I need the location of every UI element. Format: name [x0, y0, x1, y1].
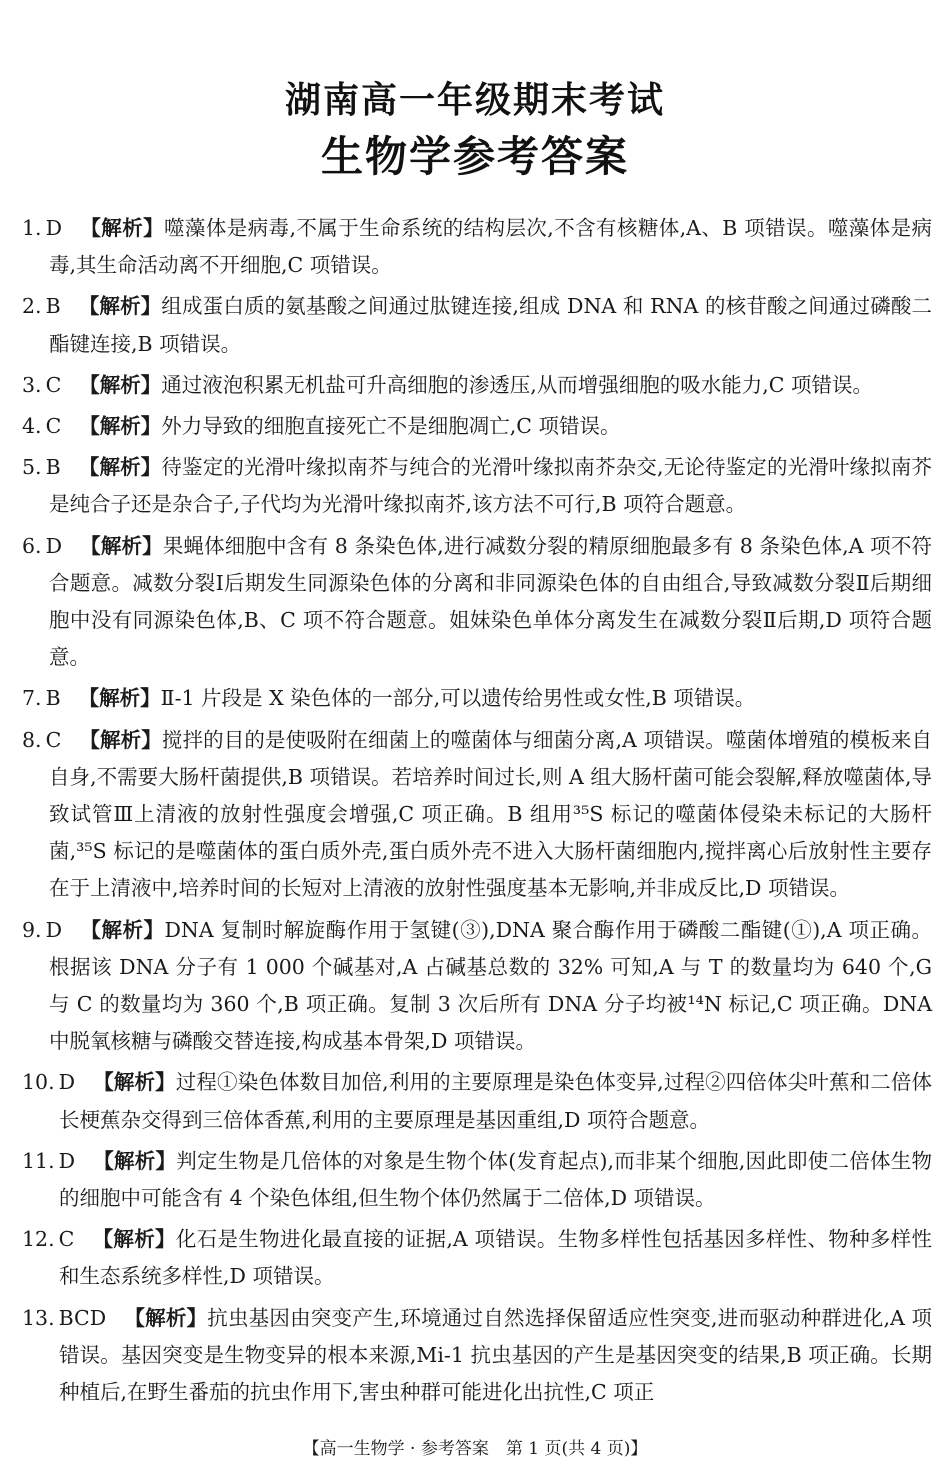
question-number: 4. — [22, 414, 42, 439]
analysis-text: DNA 复制时解旋酶作用于氢键(③),DNA 聚合酶作用于磷酸二酯键(①),A 项正确。根据该 DNA 分子有 1 000 个碱基对,A 占碱基总数的 32% 可知,A 与 T 的数量均为 640 个,G 与 C 的数量均为 360 个,B 项正确。复制 3 次后所有 DNA 分子均被¹⁴N 标记,C 项正确。DNA 中脱氧核糖与磷酸交替连接,构成基本骨架,D 项错误。 — [49, 917, 932, 1054]
answer-item — [22, 1300, 932, 1412]
page-footer: 【高一生物学 · 参考答案 第 1 页(共 4 页)】 — [302, 1439, 648, 1459]
analysis-text: 噬藻体是病毒,不属于生命系统的结构层次,不含有核糖体,A、B 项错误。噬藻体是病毒,其生命活动离不开细胞,C 项错误。 — [49, 216, 932, 278]
question-number: 8. — [22, 727, 42, 752]
analysis-text: 判定生物是几倍体的对象是生物个体(发育起点),而非某个细胞,因此即使二倍体生物的细胞中可能含有 4 个染色体组,但生物个体仍然属于二倍体,D 项错误。 — [59, 1148, 933, 1211]
analysis-text: 化石是生物进化最直接的证据,A 项错误。生物多样性包括基因多样性、物种多样性和生态系统多样性,D 项错误。 — [59, 1227, 932, 1289]
question-number: 3. — [22, 372, 42, 397]
answer-choice: C — [45, 727, 62, 752]
answer-choice: BCD — [58, 1305, 107, 1330]
analysis-text: 抗虫基因由突变产生,环境通过自然选择保留适应性突变,进而驱动种群进化,A 项错误。基因突变是生物变异的根本来源,Mi-1 抗虫基因的产生是基因突变的结果,B 项正确。长期种植后,在野生番茄的抗虫作用下,害虫种群可能进化出抗性,C 项正 — [59, 1305, 933, 1405]
question-number: 12. — [22, 1227, 55, 1252]
answer-choice: D — [58, 1148, 76, 1173]
analysis-tag: 【解析】 — [80, 917, 165, 942]
answer-item — [22, 1221, 932, 1295]
question-number: 6. — [22, 533, 42, 558]
analysis-tag: 【解析】 — [92, 1227, 176, 1252]
question-number: 7. — [22, 686, 42, 711]
answer-choice: D — [45, 533, 62, 558]
analysis-text: 搅拌的目的是使吸附在细菌上的噬菌体与细菌分离,A 项错误。噬菌体增殖的模板来自自身,不需要大肠杆菌提供,B 项错误。若培养时间过长,则 A 组大肠杆菌可能会裂解,释放噬菌体,导致试管Ⅲ上清液的放射性强度会增强,C 项正确。B 组用³⁵S 标记的噬菌体侵染未标记的大肠杆菌,³⁵S 标记的是噬菌体的蛋白质外壳,蛋白质外壳不进入大肠杆菌细胞内,搅拌离心后放射性主要存在于上清液中,培养时间的长短对上清液的放射性强度基本无影响,并非成反比,D 项错误。 — [49, 727, 933, 901]
answer-item — [22, 367, 932, 404]
answer-item — [22, 210, 932, 284]
analysis-tag: 【解析】 — [78, 294, 162, 319]
analysis-text: 果蝇体细胞中含有 8 条染色体,进行减数分裂的精原细胞最多有 8 条染色体,A 项不符合题意。减数分裂Ⅰ后期发生同源染色体的分离和非同源染色体的自由组合,导致减数分裂Ⅱ后期细胞中没有同源染色体,B、C 项不符合题意。姐妹染色单体分离发生在减数分裂Ⅱ后期,D 项符合题意。 — [49, 533, 932, 670]
answer-item — [22, 1143, 932, 1217]
exam-title: 湖南高一年级期末考试 — [284, 80, 665, 121]
answer-item — [22, 680, 932, 717]
question-number: 2. — [22, 294, 42, 319]
analysis-tag: 【解析】 — [79, 727, 162, 752]
answer-choice: B — [45, 686, 61, 711]
answer-choice: D — [45, 917, 62, 942]
analysis-tag: 【解析】 — [79, 414, 162, 439]
question-number: 5. — [22, 455, 42, 480]
analysis-tag: 【解析】 — [78, 455, 162, 480]
answer-choice: D — [45, 216, 62, 240]
analysis-text: 通过液泡积累无机盐可升高细胞的渗透压,从而增强细胞的吸水能力,C 项错误。 — [161, 372, 873, 397]
analysis-tag: 【解析】 — [93, 1148, 177, 1173]
analysis-tag: 【解析】 — [80, 533, 163, 558]
analysis-text: 过程①染色体数目加倍,利用的主要原理是染色体变异,过程②四倍体尖叶蕉和二倍体长梗蕉杂交得到三倍体香蕉,利用的主要原理是基因重组,D 项符合题意。 — [59, 1070, 933, 1132]
question-number: 13. — [22, 1305, 55, 1330]
analysis-text: Ⅱ-1 片段是 X 染色体的一部分,可以遗传给男性或女性,B 项错误。 — [160, 686, 756, 711]
question-number: 1. — [22, 216, 42, 240]
answer-item — [22, 449, 932, 523]
answer-list — [22, 210, 932, 1415]
answer-choice: C — [45, 372, 62, 397]
analysis-tag: 【解析】 — [78, 686, 161, 711]
answer-item — [22, 288, 932, 362]
answer-item — [22, 912, 932, 1061]
question-number: 10. — [22, 1070, 55, 1095]
answer-choice: B — [45, 455, 61, 480]
analysis-tag: 【解析】 — [79, 372, 162, 397]
answer-choice: B — [45, 294, 61, 319]
answer-item — [22, 722, 932, 908]
analysis-tag: 【解析】 — [93, 1070, 176, 1095]
analysis-text: 外力导致的细胞直接死亡不是细胞凋亡,C 项错误。 — [161, 414, 621, 439]
answer-choice: C — [45, 414, 62, 439]
answer-item — [22, 1064, 932, 1138]
analysis-tag: 【解析】 — [124, 1305, 208, 1330]
question-number: 9. — [22, 917, 42, 942]
answer-choice: C — [58, 1227, 75, 1252]
answer-key-title: 生物学参考答案 — [320, 132, 629, 181]
answer-choice: D — [58, 1070, 76, 1095]
answer-item — [22, 528, 932, 677]
analysis-text: 待鉴定的光滑叶缘拟南芥与纯合的光滑叶缘拟南芥杂交,无论待鉴定的光滑叶缘拟南芥是纯合子还是杂合子,子代均为光滑叶缘拟南芥,该方法不可行,B 项符合题意。 — [49, 455, 933, 517]
answer-item — [22, 408, 932, 445]
analysis-tag: 【解析】 — [80, 216, 165, 240]
analysis-text: 组成蛋白质的氨基酸之间通过肽键连接,组成 DNA 和 RNA 的核苷酸之间通过磷酸二酯键连接,B 项错误。 — [49, 294, 933, 356]
question-number: 11. — [22, 1148, 55, 1173]
